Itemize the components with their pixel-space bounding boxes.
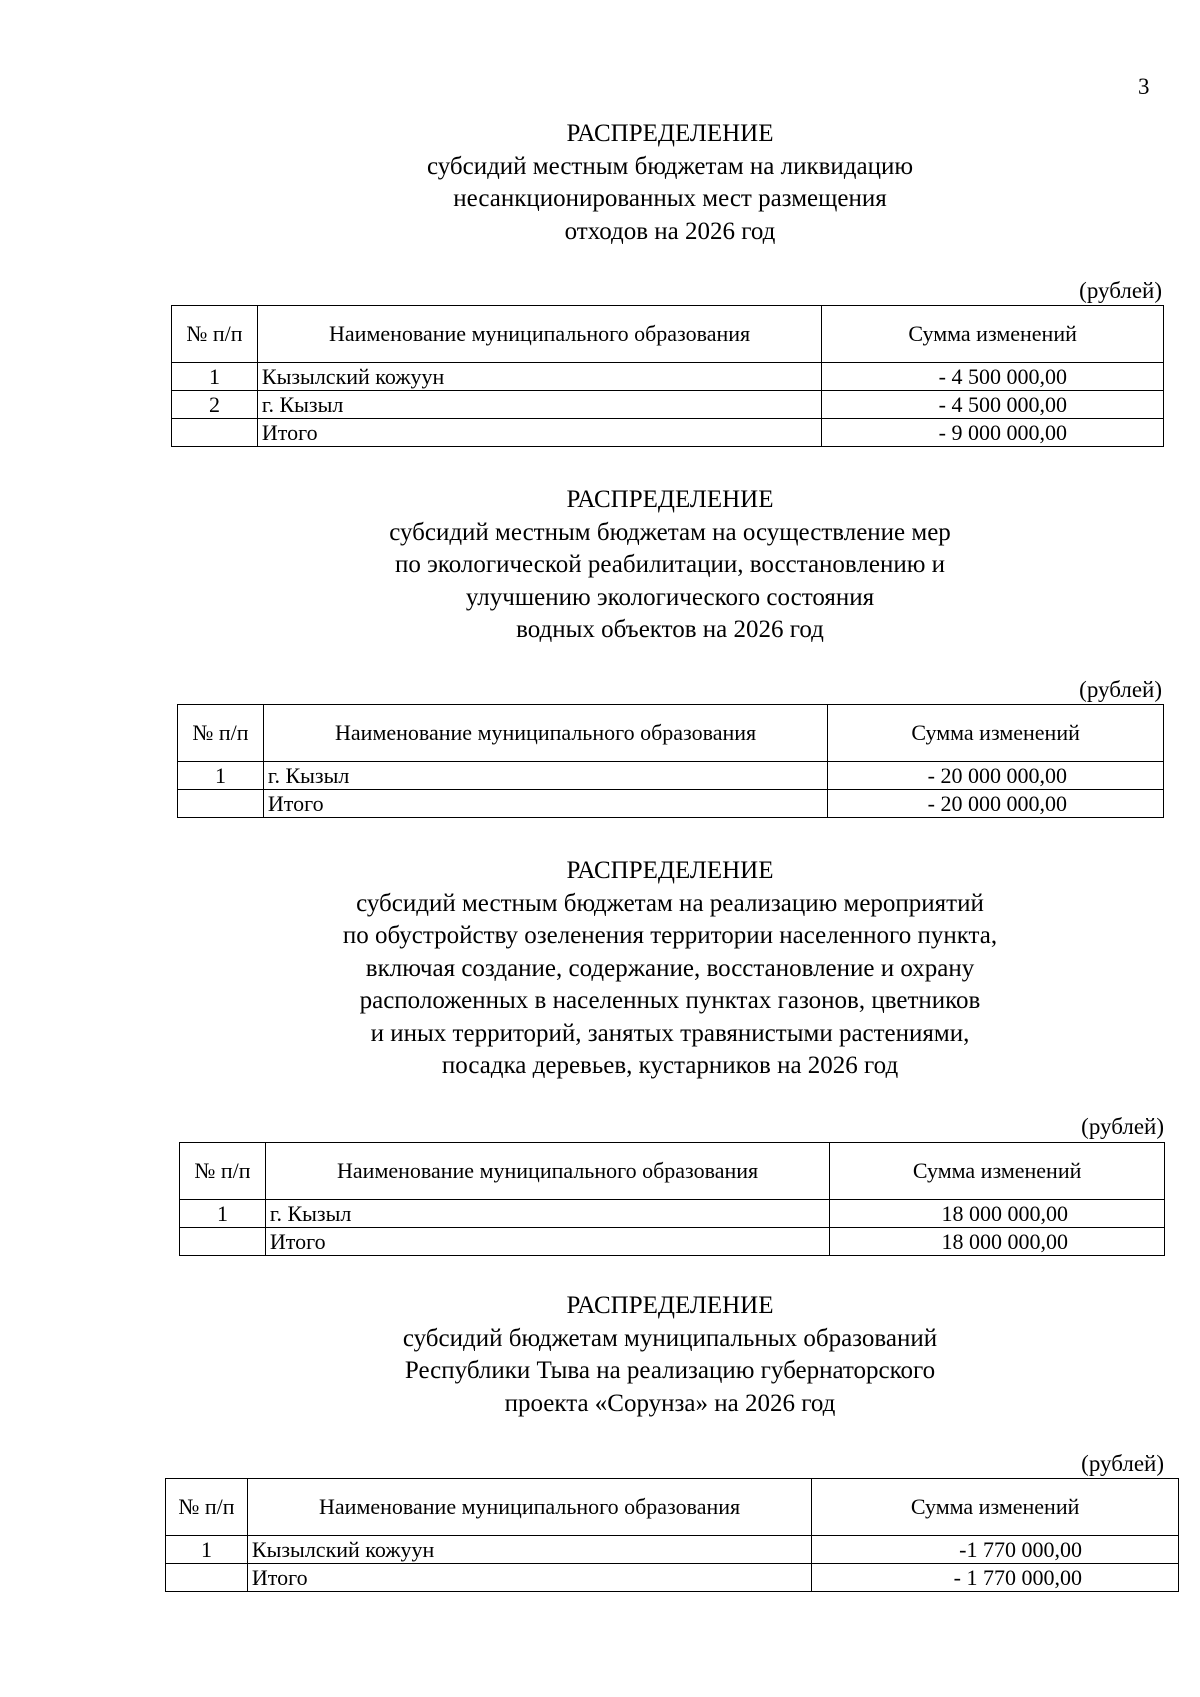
header-num: № п/п (178, 705, 264, 762)
section-title (0, 1290, 1200, 1420)
unit-label: (рублей) (1079, 677, 1162, 702)
table-total-row (166, 1564, 1179, 1592)
cell-sum: - 20 000 000,00 (828, 762, 1164, 790)
table-row (178, 762, 1164, 790)
subtitle-line: субсидий местным бюджетам на ликвидацию (426, 152, 914, 180)
cell-sum: 18 000 000,00 (830, 1228, 1165, 1256)
table-row (172, 363, 1164, 391)
unit-label: (рублей) (1081, 1114, 1164, 1139)
section-heading: РАСПРЕДЕЛЕНИЕ (566, 120, 774, 147)
cell-name: г. Кызыл (257, 391, 821, 419)
subtitle-line: расположенных в населенных пунктах газонов, цветников (359, 987, 981, 1014)
table-total-row (178, 790, 1164, 818)
header-num: № п/п (166, 1479, 248, 1536)
header-name: Наименование муниципального образования (257, 306, 821, 363)
distribution-table (179, 1142, 1165, 1256)
subtitle-line: водных объектов на 2026 год (516, 616, 824, 643)
cell-num (180, 1228, 266, 1256)
table-row (180, 1200, 1165, 1228)
table-header-row (166, 1479, 1179, 1536)
subtitle-line: по экологической реабилитации, восстановлению и (394, 551, 946, 578)
cell-sum: - 4 500 000,00 (822, 363, 1164, 391)
cell-num: 1 (166, 1536, 248, 1564)
header-name: Наименование муниципального образования (265, 1143, 829, 1200)
section-title (0, 118, 1200, 248)
cell-sum: -1 770 000,00 (812, 1536, 1179, 1564)
cell-num: 1 (178, 762, 264, 790)
subtitle-line: субсидий бюджетам муниципальных образований (402, 1324, 938, 1352)
cell-sum: - 20 000 000,00 (828, 790, 1164, 818)
distribution-table (165, 1478, 1179, 1592)
cell-num (178, 790, 264, 818)
distribution-table (177, 704, 1164, 818)
header-sum: Сумма изменений (830, 1143, 1165, 1200)
subtitle-line: несанкционированных мест размещения (453, 185, 887, 212)
cell-sum: - 9 000 000,00 (822, 419, 1164, 447)
table-row (172, 391, 1164, 419)
cell-num (166, 1564, 248, 1592)
cell-num (172, 419, 258, 447)
unit-label: (рублей) (1081, 1451, 1164, 1476)
cell-num: 1 (172, 363, 258, 391)
header-sum: Сумма изменений (812, 1479, 1179, 1536)
cell-sum: - 4 500 000,00 (822, 391, 1164, 419)
cell-name: Итого (263, 790, 827, 818)
subtitle-line: по обустройству озеленения территории населенного пункта, (342, 922, 998, 949)
header-sum: Сумма изменений (828, 705, 1164, 762)
subtitle-line: Республики Тыва на реализацию губернаторского (404, 1357, 936, 1384)
cell-name: Кызылский кожуун (247, 1536, 811, 1564)
subtitle-line: проекта «Сорунза» на 2026 год (504, 1389, 836, 1417)
subtitle-line: улучшению экологического состояния (465, 583, 875, 611)
page-number: 3 (1138, 74, 1150, 99)
cell-name: г. Кызыл (263, 762, 827, 790)
cell-name: Кызылский кожуун (257, 363, 821, 391)
distribution-table (171, 305, 1164, 447)
subtitle-line: субсидий местным бюджетам на реализацию мероприятий (356, 889, 984, 917)
cell-name: Итого (247, 1564, 811, 1592)
table-row (166, 1536, 1179, 1564)
header-name: Наименование муниципального образования (247, 1479, 811, 1536)
cell-num: 2 (172, 391, 258, 419)
section-title (0, 484, 1200, 647)
cell-name: г. Кызыл (265, 1200, 829, 1228)
section-title (0, 855, 1200, 1083)
subtitle-line: субсидий местным бюджетам на осуществление мер (389, 518, 951, 546)
section-heading: РАСПРЕДЕЛЕНИЕ (566, 857, 774, 884)
table-total-row (172, 419, 1164, 447)
section-heading: РАСПРЕДЕЛЕНИЕ (566, 1292, 774, 1319)
header-num: № п/п (180, 1143, 266, 1200)
table-header-row (172, 306, 1164, 363)
subtitle-line: отходов на 2026 год (564, 217, 776, 245)
table-header-row (180, 1143, 1165, 1200)
cell-sum: 18 000 000,00 (830, 1200, 1165, 1228)
section-heading: РАСПРЕДЕЛЕНИЕ (566, 486, 774, 513)
header-name: Наименование муниципального образования (263, 705, 827, 762)
cell-name: Итого (265, 1228, 829, 1256)
unit-label: (рублей) (1079, 278, 1162, 303)
subtitle-line: и иных территорий, занятых травянистыми растениями, (370, 1019, 970, 1047)
table-header-row (178, 705, 1164, 762)
header-sum: Сумма изменений (822, 306, 1164, 363)
subtitle-line: включая создание, содержание, восстановление и охрану (365, 954, 975, 982)
cell-num: 1 (180, 1200, 266, 1228)
cell-name: Итого (257, 419, 821, 447)
cell-sum: - 1 770 000,00 (812, 1564, 1179, 1592)
subtitle-line: посадка деревьев, кустарников на 2026 год (441, 1052, 899, 1079)
table-total-row (180, 1228, 1165, 1256)
header-num: № п/п (172, 306, 258, 363)
